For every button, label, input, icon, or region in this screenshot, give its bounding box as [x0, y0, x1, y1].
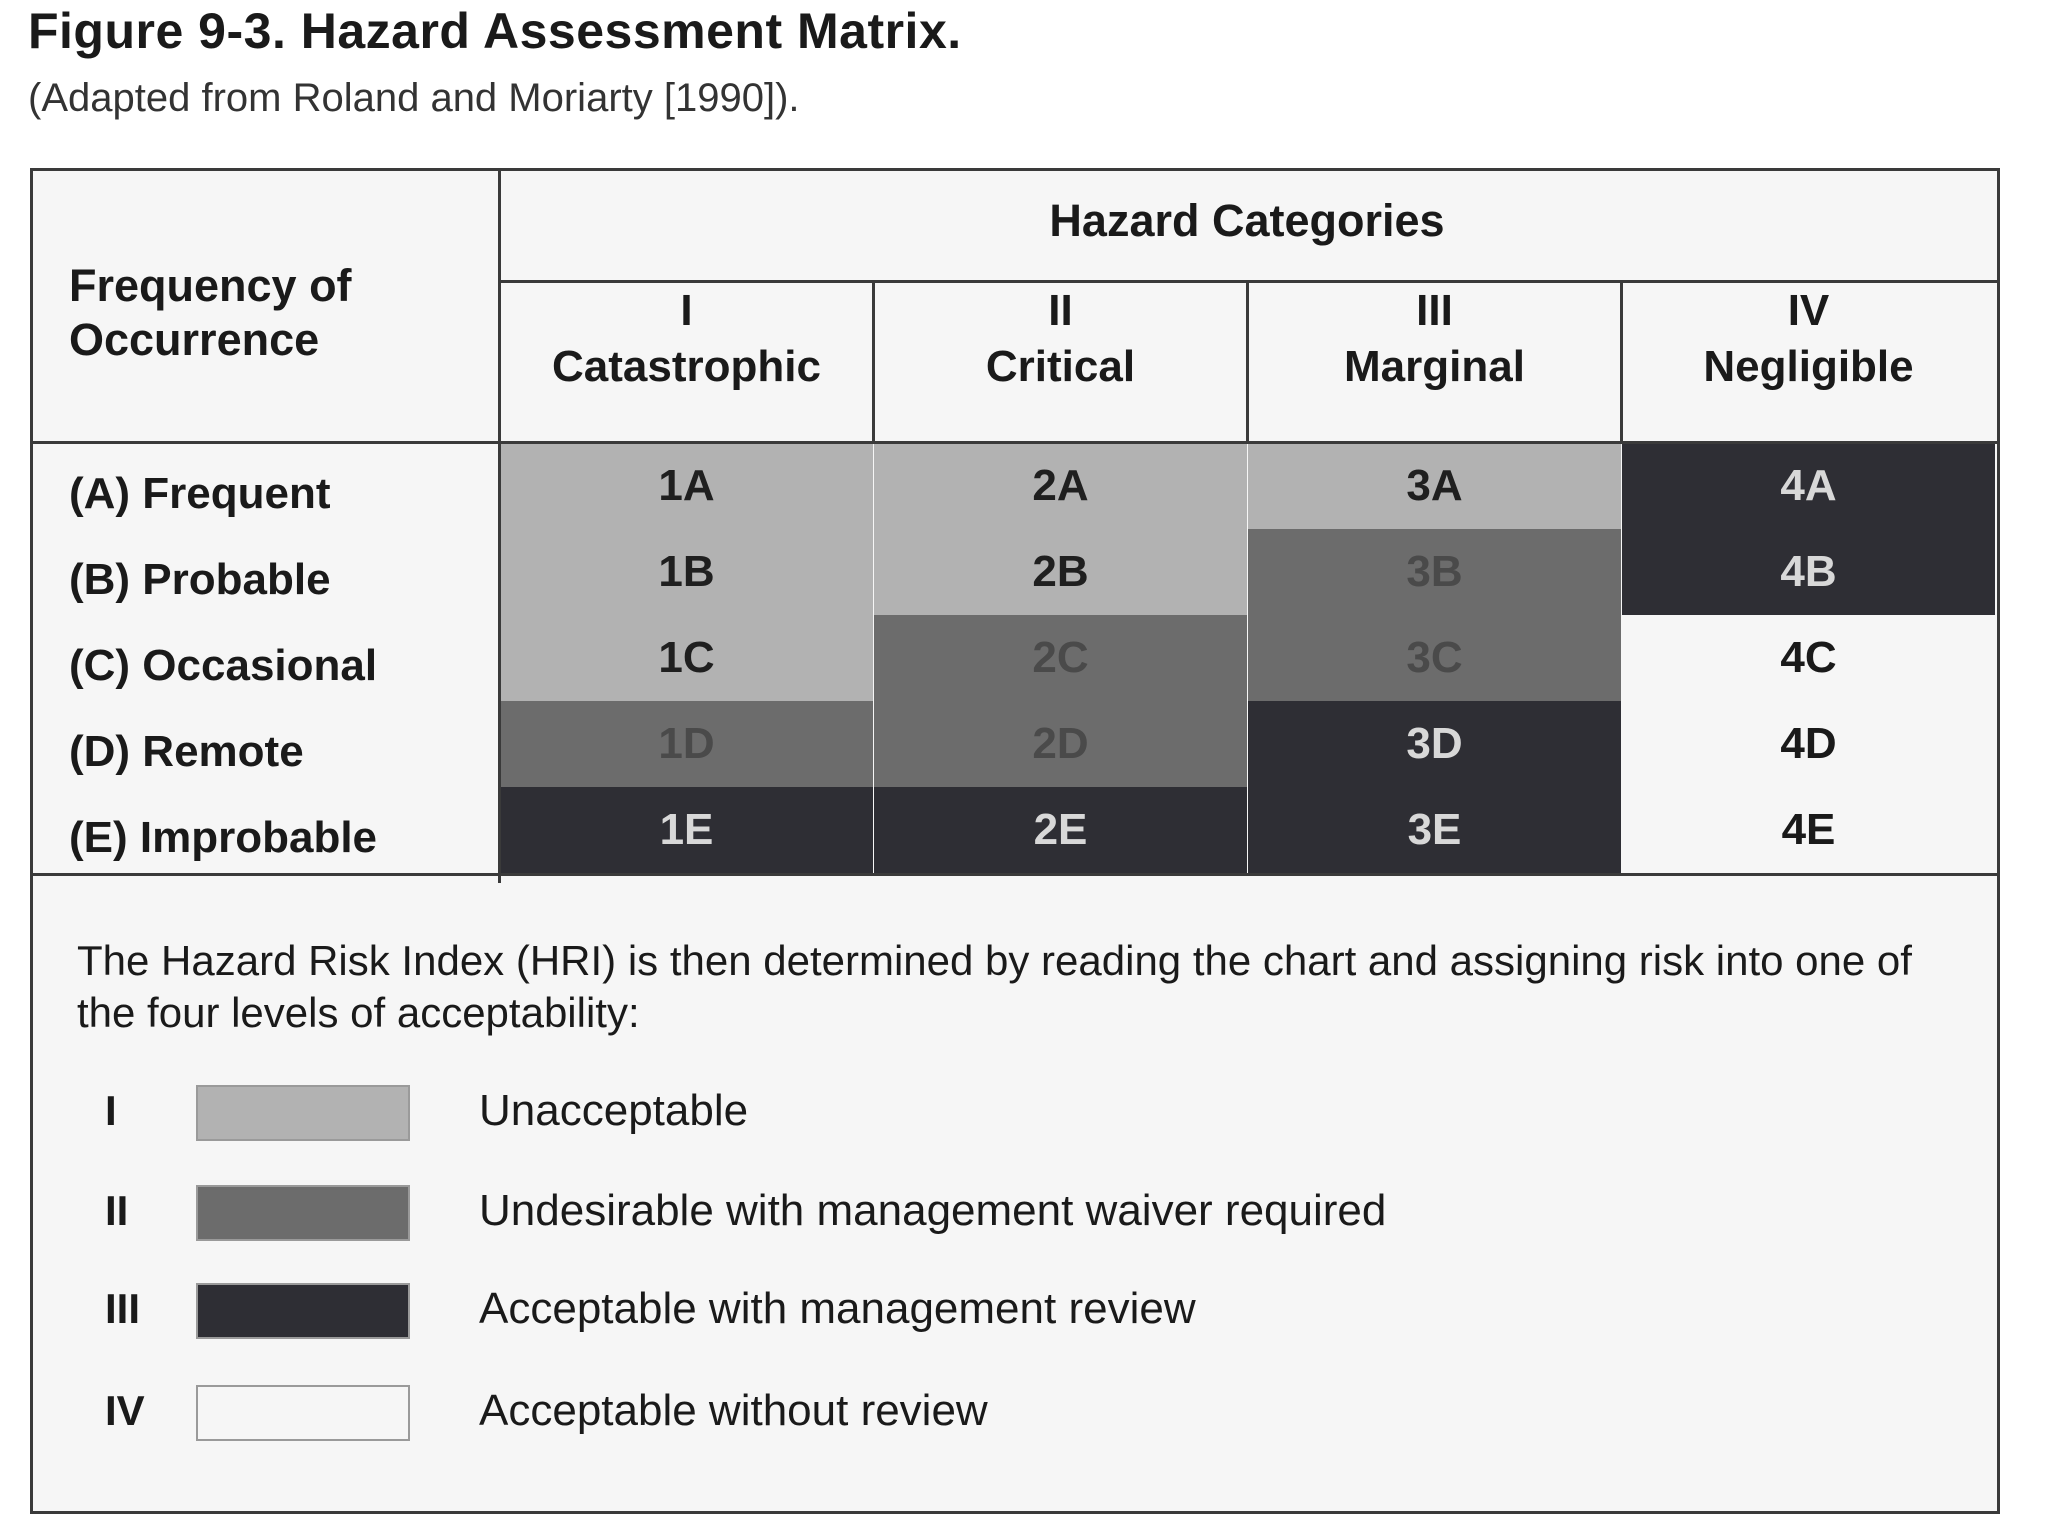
- legend-swatch: [196, 1283, 410, 1339]
- legend-item-3: [33, 1279, 1993, 1339]
- hri-description: The Hazard Risk Index (HRI) is then determined by reading the chart and assigning risk into one of the four levels of acceptability:: [77, 937, 1912, 1036]
- matrix-cell: 4C: [1622, 615, 1995, 701]
- matrix-cell: 2D: [874, 701, 1247, 787]
- legend-item-1: [33, 1081, 1993, 1141]
- legend-text: Acceptable with management review: [479, 1284, 1196, 1333]
- column-name: Critical: [985, 342, 1136, 391]
- matrix-cell: 4E: [1622, 787, 1995, 873]
- column-header-critical: [874, 283, 1247, 443]
- figure-frame: [30, 168, 2000, 1514]
- matrix-cell: 1D: [500, 701, 873, 787]
- grid-line: [872, 281, 875, 443]
- grid-line: [33, 441, 1997, 444]
- legend-numeral: I: [105, 1087, 117, 1134]
- legend-numeral: III: [105, 1285, 141, 1332]
- frequency-header: [69, 259, 369, 367]
- column-name: Negligible: [1703, 342, 1914, 391]
- legend-text: Undesirable with management waiver required: [479, 1186, 1387, 1235]
- column-header-catastrophic: [500, 283, 873, 443]
- row-label-occasional: (C) Occasional: [69, 641, 378, 690]
- row-label-probable: (B) Probable: [69, 555, 331, 604]
- row-label-frequent: (A) Frequent: [69, 469, 331, 518]
- legend-item-4: [33, 1381, 1993, 1441]
- grid-line: [498, 280, 1997, 283]
- matrix-cell: 4A: [1622, 443, 1995, 529]
- column-name: Catastrophic: [552, 342, 821, 391]
- matrix-cell: 3A: [1248, 443, 1621, 529]
- grid-line: [498, 171, 501, 883]
- legend-text: Acceptable without review: [479, 1386, 988, 1435]
- matrix-cell: 1C: [500, 615, 873, 701]
- matrix-cell: 1B: [500, 529, 873, 615]
- matrix-cell: 3D: [1248, 701, 1621, 787]
- matrix-cell: 2A: [874, 443, 1247, 529]
- legend-swatch: [196, 1185, 410, 1241]
- hazard-categories-header: Hazard Categories: [1049, 195, 1445, 246]
- legend-item-2: [33, 1181, 1993, 1241]
- column-numeral: IV: [1787, 286, 1830, 335]
- column-name: Marginal: [1344, 342, 1525, 391]
- grid-line: [1620, 281, 1623, 443]
- row-label-improbable: (E) Improbable: [69, 813, 378, 862]
- column-numeral: II: [1048, 286, 1073, 335]
- matrix-cell: 4D: [1622, 701, 1995, 787]
- matrix-cell: 2B: [874, 529, 1247, 615]
- matrix-cell: 2C: [874, 615, 1247, 701]
- column-header-negligible: [1622, 283, 1995, 443]
- legend-numeral: IV: [105, 1387, 145, 1434]
- figure-title: Figure 9-3. Hazard Assessment Matrix.: [28, 3, 962, 59]
- frequency-header-text: Frequency of Occurrence: [69, 260, 352, 365]
- column-numeral: I: [680, 286, 693, 335]
- column-header-marginal: [1248, 283, 1621, 443]
- matrix-cell: 1E: [500, 787, 873, 873]
- matrix-cell: 4B: [1622, 529, 1995, 615]
- grid-line: [1246, 281, 1249, 443]
- legend-swatch: [196, 1385, 410, 1441]
- grid-line: [33, 873, 1997, 876]
- column-numeral: III: [1416, 286, 1453, 335]
- matrix-cell: 3C: [1248, 615, 1621, 701]
- hazard-matrix: [33, 171, 1997, 883]
- matrix-cell: 1A: [500, 443, 873, 529]
- matrix-cell: 2E: [874, 787, 1247, 873]
- matrix-cell: 3E: [1248, 787, 1621, 873]
- legend-numeral: II: [105, 1187, 129, 1234]
- legend-swatch: [196, 1085, 410, 1141]
- matrix-cell: 3B: [1248, 529, 1621, 615]
- legend-text: Unacceptable: [479, 1086, 749, 1135]
- figure-subtitle: (Adapted from Roland and Moriarty [1990]).: [28, 76, 800, 120]
- row-label-remote: (D) Remote: [69, 727, 304, 776]
